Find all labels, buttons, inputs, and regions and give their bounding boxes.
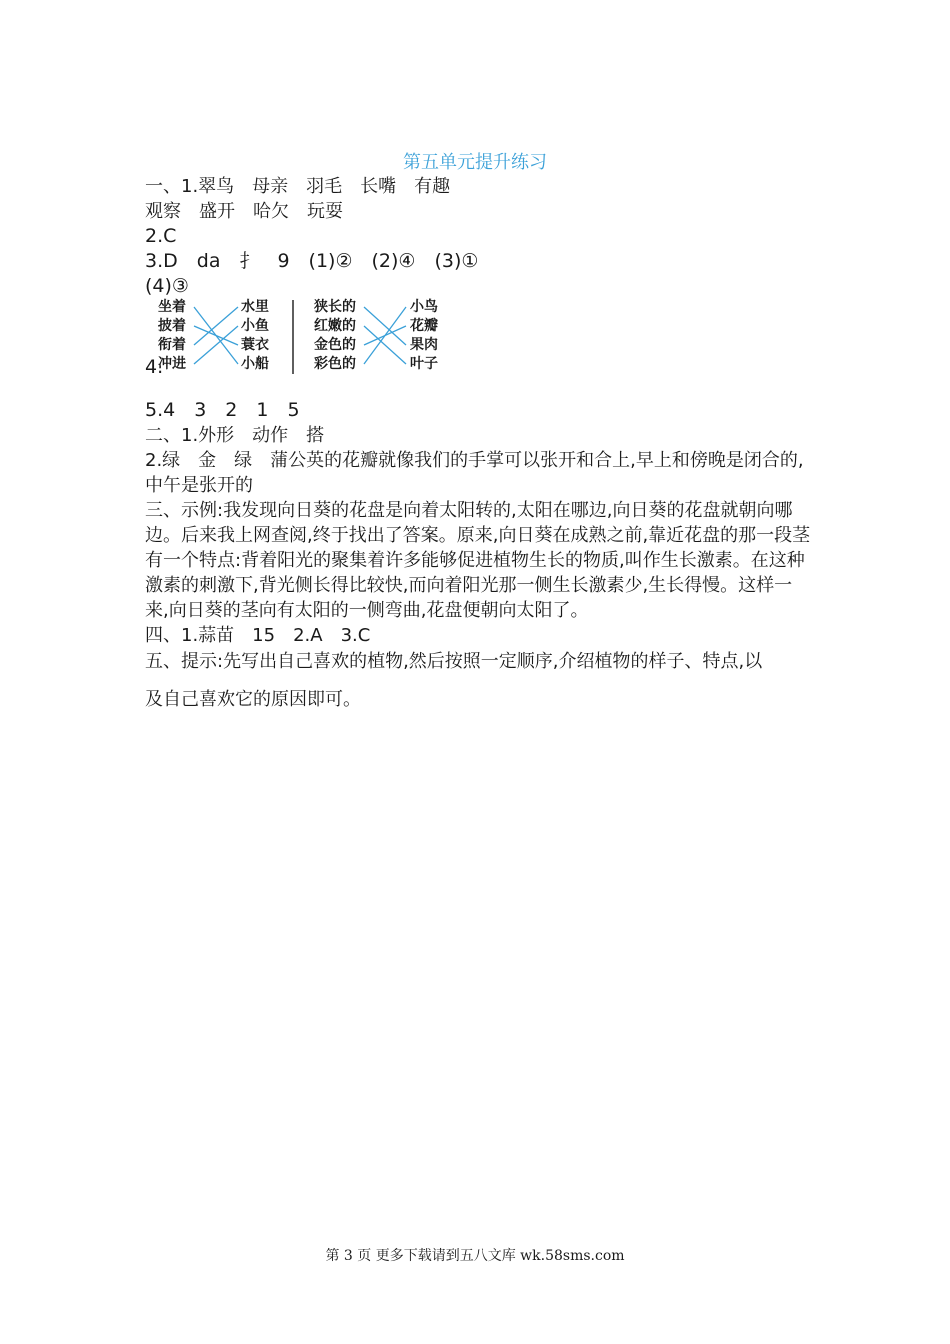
s5-line2: 及自己喜欢它的原因即可。	[145, 689, 361, 710]
match-word: 花瓣	[410, 318, 438, 334]
match-word: 蓑衣	[241, 337, 269, 353]
page-title: 第五单元提升练习	[403, 152, 547, 173]
match-word: 红嫩的	[314, 318, 356, 334]
match-word: 冲进	[158, 356, 186, 372]
match-word: 水里	[241, 299, 269, 315]
match-word: 金色的	[314, 337, 356, 353]
s2-q1: 二、1.外形 动作 搭	[145, 425, 325, 446]
match-word: 叶子	[410, 356, 438, 372]
match-word: 果肉	[410, 337, 438, 353]
match-line	[364, 307, 406, 345]
match-word: 披着	[158, 318, 186, 334]
match-word: 衔着	[158, 337, 186, 353]
s4-text: 四、1.蒜苗 15 2.A 3.C	[145, 625, 371, 646]
matching-diagram	[158, 298, 458, 378]
match-line	[364, 326, 406, 364]
match-word: 小鸟	[410, 299, 438, 315]
s2-q2: 2.绿 金 绿 蒲公英的花瓣就像我们的手掌可以张开和合上,早上和傍晚是闭合的,中午是张开的	[145, 450, 804, 496]
match-word: 狭长的	[314, 299, 356, 315]
match-line	[194, 326, 238, 364]
s5-line1: 五、提示:先写出自己喜欢的植物,然后按照一定顺序,介绍植物的样子、特点,以	[145, 651, 763, 672]
right-group-a	[314, 298, 356, 374]
match-line	[194, 326, 238, 345]
match-word: 小船	[241, 356, 269, 372]
left-group-a	[158, 298, 186, 374]
match-line	[194, 307, 238, 345]
left-group-b	[241, 298, 269, 374]
s1-q3-line1: 3.D da 扌 9 (1)② (2)④ (3)①	[145, 250, 479, 272]
match-line	[364, 307, 406, 364]
match-word: 小鱼	[241, 318, 269, 334]
s3-text: 三、示例:我发现向日葵的花盘是向着太阳转的,太阳在哪边,向日葵的花盘就朝向哪边。后来我上网查阅,终于找出了答案。原来,向日葵在成熟之前,靠近花盘的那一段茎有一个特点:背着阳光的聚集着许多能够促进植物生长的物质,叫作生长激素。在这种激素的刺激下,背光侧长得比较快,而向着阳光那一侧生长激素少,生长得慢。这样一来,向日葵的茎向有太阳的一侧弯曲,花盘便朝向太阳了。	[145, 500, 811, 621]
match-word: 坐着	[158, 299, 186, 315]
page-footer: 第 3 页 更多下载请到五八文库 wk.58sms.com	[325, 1248, 625, 1264]
s1-q3-line2: (4)③	[145, 275, 189, 297]
s1-q5: 5.4 3 2 1 5	[145, 399, 300, 421]
s1-q1-line2: 观察 盛开 哈欠 玩耍	[145, 201, 343, 222]
s1-q4-label: 4.	[145, 356, 164, 378]
match-word: 彩色的	[314, 356, 356, 372]
s1-q1-line1: 一、1.翠鸟 母亲 羽毛 长嘴 有趣	[145, 176, 451, 197]
right-group-b	[410, 298, 438, 374]
s1-q2: 2.C	[145, 225, 177, 247]
